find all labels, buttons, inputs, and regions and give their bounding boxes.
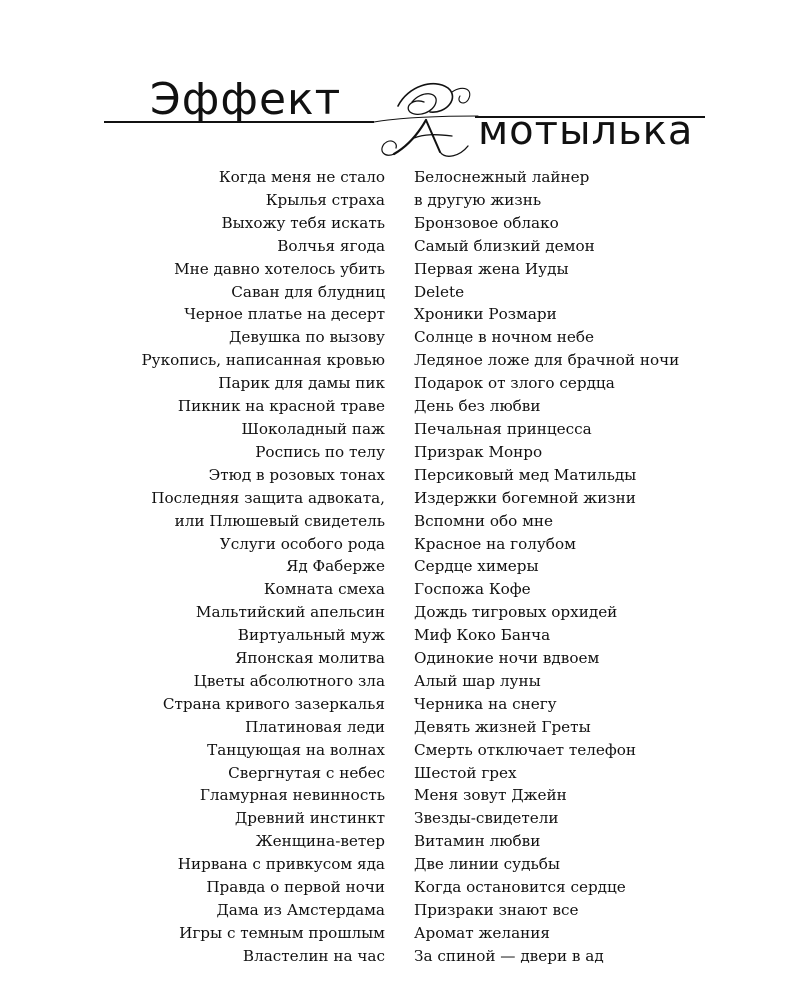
list-item: Черника на снегу [414,694,557,713]
list-item: Пикник на красной траве [177,397,385,416]
list-item: Женщина-ветер [255,832,385,851]
list-item: Крылья страха [265,190,385,209]
list-item: Витамин любви [414,832,541,851]
list-item: Две линии судьбы [414,855,560,874]
list-item: Вспомни обо мне [414,511,554,530]
list-item: Госпожа Кофе [414,580,531,599]
list-item: Последняя защита адвоката, [151,488,385,507]
list-item: Японская молитва [235,649,385,668]
list-item: Когда остановится сердце [414,878,626,897]
list-item: Рукопись, написанная кровью [141,351,385,370]
list-item: Девушка по вызову [229,328,385,347]
list-item: Свергнутая с небес [228,763,385,782]
list-item: Древний инстинкт [234,809,385,828]
title-part-2: мотылька [478,108,694,154]
list-item: Цветы абсолютного зла [193,671,385,690]
list-item: Одинокие ночи вдвоем [414,649,600,668]
ornamental-monogram-icon [368,72,483,164]
list-item: Властелин на час [242,946,385,965]
list-item: Шоколадный паж [241,419,385,438]
list-item: Призраки знают все [414,901,579,919]
list-item: Когда меня не стало [218,168,385,186]
list-item: Красное на голубом [414,534,576,553]
list-item: Яд Фаберже [286,557,385,576]
list-item: Солнце в ночном небе [414,328,594,347]
list-item: Призрак Монро [414,442,543,461]
list-item: Самый близкий демон [414,236,595,255]
list-item: Звезды-свидетели [414,809,559,828]
list-item: День без любви [414,397,541,416]
list-item: Печальная принцесса [414,419,592,438]
list-item: Подарок от злого сердца [414,374,615,393]
list-item: Дама из Амстердама [216,901,385,919]
list-item: Виртуальный муж [237,626,385,645]
book-title-header [0,0,800,165]
list-item: Миф Коко Банча [414,626,551,645]
list-item: Delete [414,282,465,301]
list-item: Гламурная невинность [199,786,385,805]
list-item: Услуги особого рода [219,534,385,553]
title-part-1: Эффект [150,74,342,125]
list-item: Аромат желания [414,923,550,942]
list-item: Девять жизней Греты [414,717,591,736]
list-item: Издержки богемной жизни [414,488,636,507]
list-item: или Плюшевый свидетель [174,511,385,530]
list-item: Выхожу тебя искать [221,213,385,232]
list-item: Игры с темным прошлым [179,923,385,942]
list-item: Роспись по телу [255,442,385,461]
list-item: Смерть отключает телефон [414,740,637,759]
right-title-list [414,166,744,968]
list-item: Парик для дамы пик [218,374,385,393]
list-item: Волчья ягода [277,236,385,255]
list-item: Мальтийский апельсин [195,603,385,622]
list-item: За спиной — двери в ад [414,946,604,965]
list-item: Платиновая леди [245,717,385,736]
list-item: Страна кривого зазеркалья [162,694,385,713]
list-item: в другую жизнь [414,190,542,209]
list-item: Танцующая на волнах [207,740,385,759]
list-item: Персиковый мед Матильды [414,465,637,484]
list-item: Шестой грех [414,763,517,782]
list-item: Мне давно хотелось убить [174,259,385,278]
list-item: Саван для блудниц [231,282,385,301]
list-item: Правда о первой ночи [206,878,385,897]
left-title-list [55,166,385,968]
list-item: Меня зовут Джейн [414,786,567,805]
list-item: Первая жена Иуды [414,259,569,278]
list-item: Алый шар луны [414,671,541,690]
list-item: Дождь тигровых орхидей [414,603,618,622]
list-item: Черное платье на десерт [184,305,385,324]
list-item: Сердце химеры [414,557,539,576]
list-item: Бронзовое облако [414,213,559,232]
list-item: Ледяное ложе для брачной ночи [414,351,680,370]
list-item: Комната смеха [263,580,385,599]
list-item: Хроники Розмари [414,305,557,324]
list-item: Нирвана с привкусом яда [177,855,385,874]
list-item: Белоснежный лайнер [414,168,590,186]
list-item: Этюд в розовых тонах [208,465,385,484]
